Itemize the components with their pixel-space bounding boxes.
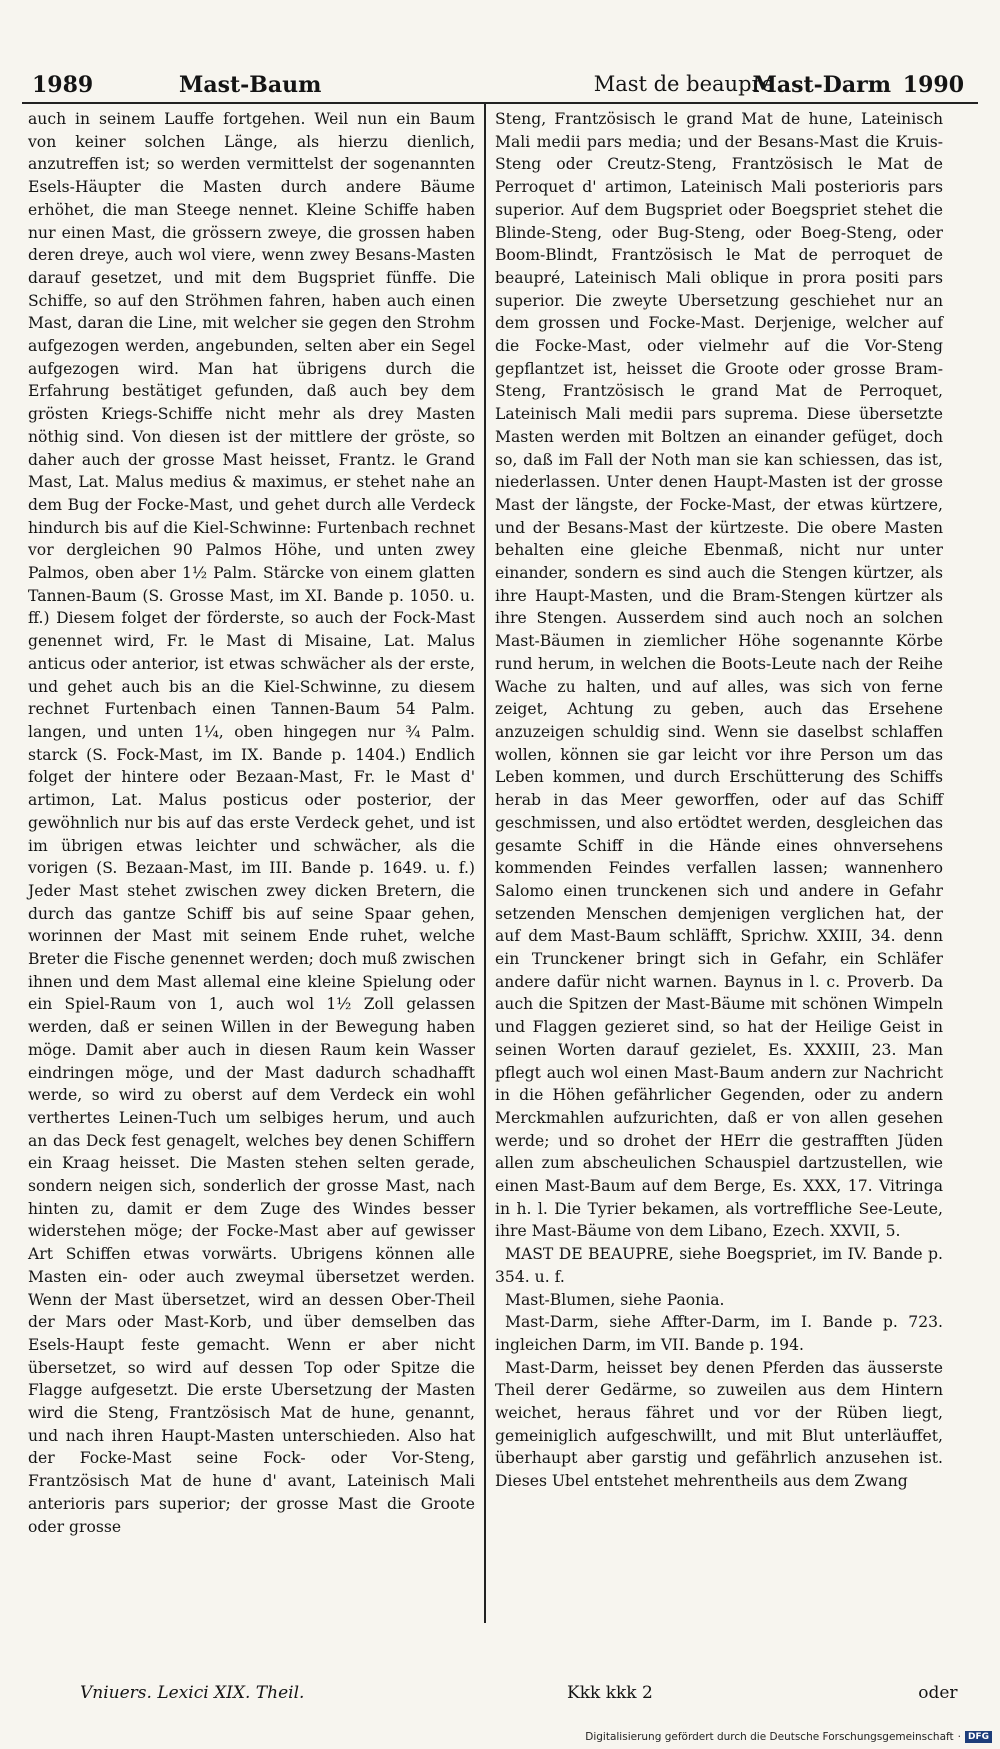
- dfg-logo-icon: DFG: [965, 1731, 992, 1743]
- page-number-left: 1989: [32, 72, 94, 98]
- entry-mast-baum-continued: Steng, Frantzösisch le grand Mat de hune, Lateinisch Mali medii pars media; und der Besans-Mast die Kruis-Steng oder Creutz-Steng, Frantzösisch le Mat de Perroquet d' artimon, Lateinisch Mali posterioris pars superior. Auf dem Bugspriet oder Boegspriet stehet die Blinde-Steng, oder Bug-Steng, oder Boeg-Steng, oder Boom-Blindt, Frantzösisch le Mat de perroquet de beaupré, Lateinisch Mali oblique in prora positi pars superior. Die zweyte Ubersetzung geschiehet nur an dem grossen und Focke-Mast. Derjenige, welcher auf die Focke-Mast, oder vielmehr auf die Vor-Steng gepflantzet ist, heisset die Groote oder grosse Bram-Steng, Frantzösisch le grand Mat de Perroquet, Lateinisch Mali medii pars suprema. Diese übersetzte Masten werden mit Boltzen an einander gefüget, doch so, daß im Fall der Noth man sie kan schiessen, das ist, niederlassen. Unter denen Haupt-Masten ist der grosse Mast der längste, der Focke-Mast, der etwas kürtzere, und der Besans-Mast der kürtzeste. Die obere Masten behalten eine gleiche Ebenmaß, nicht nur unter einander, sondern es sind auch die Stengen kürtzer, als ihre Haupt-Masten, und die Bram-Stengen kürtzer als ihre Stengen. Ausserdem sind auch noch an solchen Mast-Bäumen in ziemlicher Höhe sogenannte Körbe rund herum, in welchen die Boots-Leute nach der Reihe Wache zu halten, und auf alles, was sich von ferne zeiget, Achtung zu geben, auch das Ersehene anzuzeigen schuldig sind. Wenn sie daselbst schlaffen wollen, können sie gar leicht vor ihre Person um das Leben kommen, und durch Erschütterung des Schiffs herab in das Meer geworffen, oder auf das Schiff geschmissen, und also ertödtet werden, desgleichen das gesamte Schiff in die Hände eines ohnversehens kommenden Feindes verfallen lassen; wannenhero Salomo einen trunckenen sich und andere in Gefahr setzenden Menschen demjenigen verglichen hat, der auf dem Mast-Baum schläfft, Sprichw. XXIII, 34. denn ein Trunckener bringt sich in Gefahr, ein Schläfer andere dafür nicht warnen. Baynus in l. c. Proverb. Da auch die Spitzen der Mast-Bäume mit schönen Wimpeln und Flaggen gezieret sind, so hat der Heilige Geist in seinen Worten darauf gezielet, Es. XXXIII, 23. Man pflegt auch wol einen Mast-Baum andern zur Nachricht in die Höhen gefährlicher Gegenden, oder zu andern Merckmahlen aufzurichten, daß er von allen gesehen werde; und so drohet der HErr die gestrafften Jüden allen zum abscheulichen Schauspiel dartzustellen, wie einen Mast-Baum auf dem Berge, Es. XXX, 17. Vitringa in h. l. Die Tyrier bekamen, als vortreffliche See-Leute, ihre Mast-Bäume von dem Libano, Ezech. XXVII, 5.: [495, 110, 943, 1241]
- left-column-text: auch in seinem Lauffe fortgehen. Weil nun ein Baum von keiner solchen Länge, als hierzu dienlich, anzutreffen ist; so werden vermittelst der sogenannten Esels-Häupter die Masten durch andere Bäume erhöhet, die man Steege nennet. Kleine Schiffe haben nur einen Mast, die grössern zweye, die grossen haben deren dreye, auch wol viere, wenn zwey Besans-Masten darauf gesetzet, und mit dem Bugspriet fünffe. Die Schiffe, so auf den Ströhmen fahren, haben auch einen Mast, daran die Line, mit welcher sie gegen den Strohm aufgezogen werden, angebunden, selten aber ein Segel aufgezogen wird. Man hat übrigens durch die Erfahrung bestätiget gefunden, daß auch bey dem grösten Kriegs-Schiffe nicht mehr als drey Masten nöthig sind. Von diesen ist der mittlere der gröste, so daher auch der grosse Mast heisset, Frantz. le Grand Mast, Lat. Malus medius & maximus, er stehet nahe an dem Bug der Focke-Mast, und gehet durch alle Verdeck hindurch bis auf die Kiel-Schwinne: Furtenbach rechnet vor dergleichen 90 Palmos Höhe, und unten zwey Palmos, oben aber 1½ Palm. Stärcke von einem glatten Tannen-Baum (S. Grosse Mast, im XI. Bande p. 1050. u. ff.) Diesem folget der förderste, so auch der Fock-Mast genennet wird, Fr. le Mast di Misaine, Lat. Malus anticus oder anterior, ist etwas schwächer als der erste, und gehet auch bis an die Kiel-Schwinne, zu diesem rechnet Furtenbach einen Tannen-Baum 54 Palm. langen, und unten 1¼, oben hingegen nur ¾ Palm. starck (S. Fock-Mast, im IX. Bande p. 1404.) Endlich folget der hintere oder Bezaan-Mast, Fr. le Mast d' artimon, Lat. Malus posticus oder posterior, der gewöhnlich nur bis auf das erste Verdeck gehet, und ist im übrigen etwas leichter und schwächer, als die vorigen (S. Bezaan-Mast, im III. Bande p. 1649. u. f.) Jeder Mast stehet zwischen zwey dicken Bretern, die durch das gantze Schiff bis auf seine Spaar gehen, worinnen der Mast mit seinem Ende ruhet, welche Breter die Fische genennet werden; doch muß zwischen ihnen und dem Mast allemal eine kleine Spielung oder ein Spiel-Raum von 1, auch wol 1½ Zoll gelassen werden, daß er seinen Willen in der Bewegung haben möge. Damit aber auch in diesen Raum kein Wasser eindringen möge, und der Mast dadurch schadhafft werde, so wird zu oberst auf dem Verdeck ein wohl verthertes Leinen-Tuch um selbiges herum, und auch an das Deck fest genagelt, welches bey denen Schiffern ein Kraag heisset. Die Masten stehen selten gerade, sondern neigen sich, sonderlich der grosse Mast, nach hinten zu, damit er dem Zuge des Windes besser widerstehen möge; der Focke-Mast aber auf gewisser Art Schiffen etwas vorwärts. Ubrigens können alle Masten ein- oder auch zweymal übersetzet werden. Wenn der Mast übersetzet, wird an dessen Ober-Theil der Mars oder Mast-Korb, und über demselben das Esels-Haupt feste gemacht. Wenn er aber nicht übersetzet, so wird auf dessen Top oder Spitze die Flagge aufgesetzt. Die erste Ubersetzung der Masten wird die Steng, Frantzösisch Mat de hune, genannt, und nach ihren Haupt-Masten unterschieden. Also hat der Focke-Mast seine Fock- oder Vor-Steng, Frantzösisch Mat de hune d' avant, Lateinisch Mali anterioris pars superior; der grosse Mast die Groote oder grosse: [28, 110, 475, 1536]
- entry-mast-blumen: Mast-Blumen, siehe Paonia.: [505, 1290, 725, 1309]
- page-number-right: 1990: [902, 72, 964, 98]
- right-column: [495, 108, 943, 1493]
- header-keyword-left: Mast-Baum: [179, 72, 322, 98]
- credit-text: Digitalisierung gefördert durch die Deutsche Forschungsgemeinschaft: [585, 1731, 954, 1743]
- left-column: [28, 108, 475, 1538]
- header-rule: [22, 102, 978, 104]
- footer-catchword: oder: [918, 1683, 958, 1703]
- footer-volume: Vniuers. Lexici XIX. Theil.: [80, 1683, 305, 1703]
- digitization-credit: Digitalisierung gefördert durch die Deutsche Forschungsgemeinschaft · DFG: [585, 1731, 992, 1743]
- header-keyword-right: Mast-Darm: [752, 72, 891, 98]
- footer-signature-line: [567, 1683, 958, 1703]
- entry-mast-darm: Mast-Darm, heisset bey denen Pferden das äusserste Theil derer Gedärme, so zuweilen aus dem Hintern weichet, heraus fähret und vor der Rüben liegt, gemeiniglich aufgeschwillt, und mit Blut unterläuffet, überhaupt aber garstig und gefährlich anzusehen ist. Dieses Ubel entstehet mehrentheils aus dem Zwang: [495, 1358, 943, 1491]
- entry-mast-darm-reference: Mast-Darm, siehe Affter-Darm, im I. Bande p. 723. ingleichen Darm, im VII. Bande p. 194.: [495, 1313, 943, 1354]
- footer-signature: Kkk kkk 2: [567, 1683, 653, 1703]
- header-title-right: Mast de beaupre: [593, 72, 774, 96]
- column-divider: [484, 103, 486, 1623]
- running-header: [14, 68, 986, 102]
- entry-mast-de-beaupre: MAST DE BEAUPRE, siehe Boegspriet, im IV. Bande p. 354. u. f.: [495, 1245, 943, 1286]
